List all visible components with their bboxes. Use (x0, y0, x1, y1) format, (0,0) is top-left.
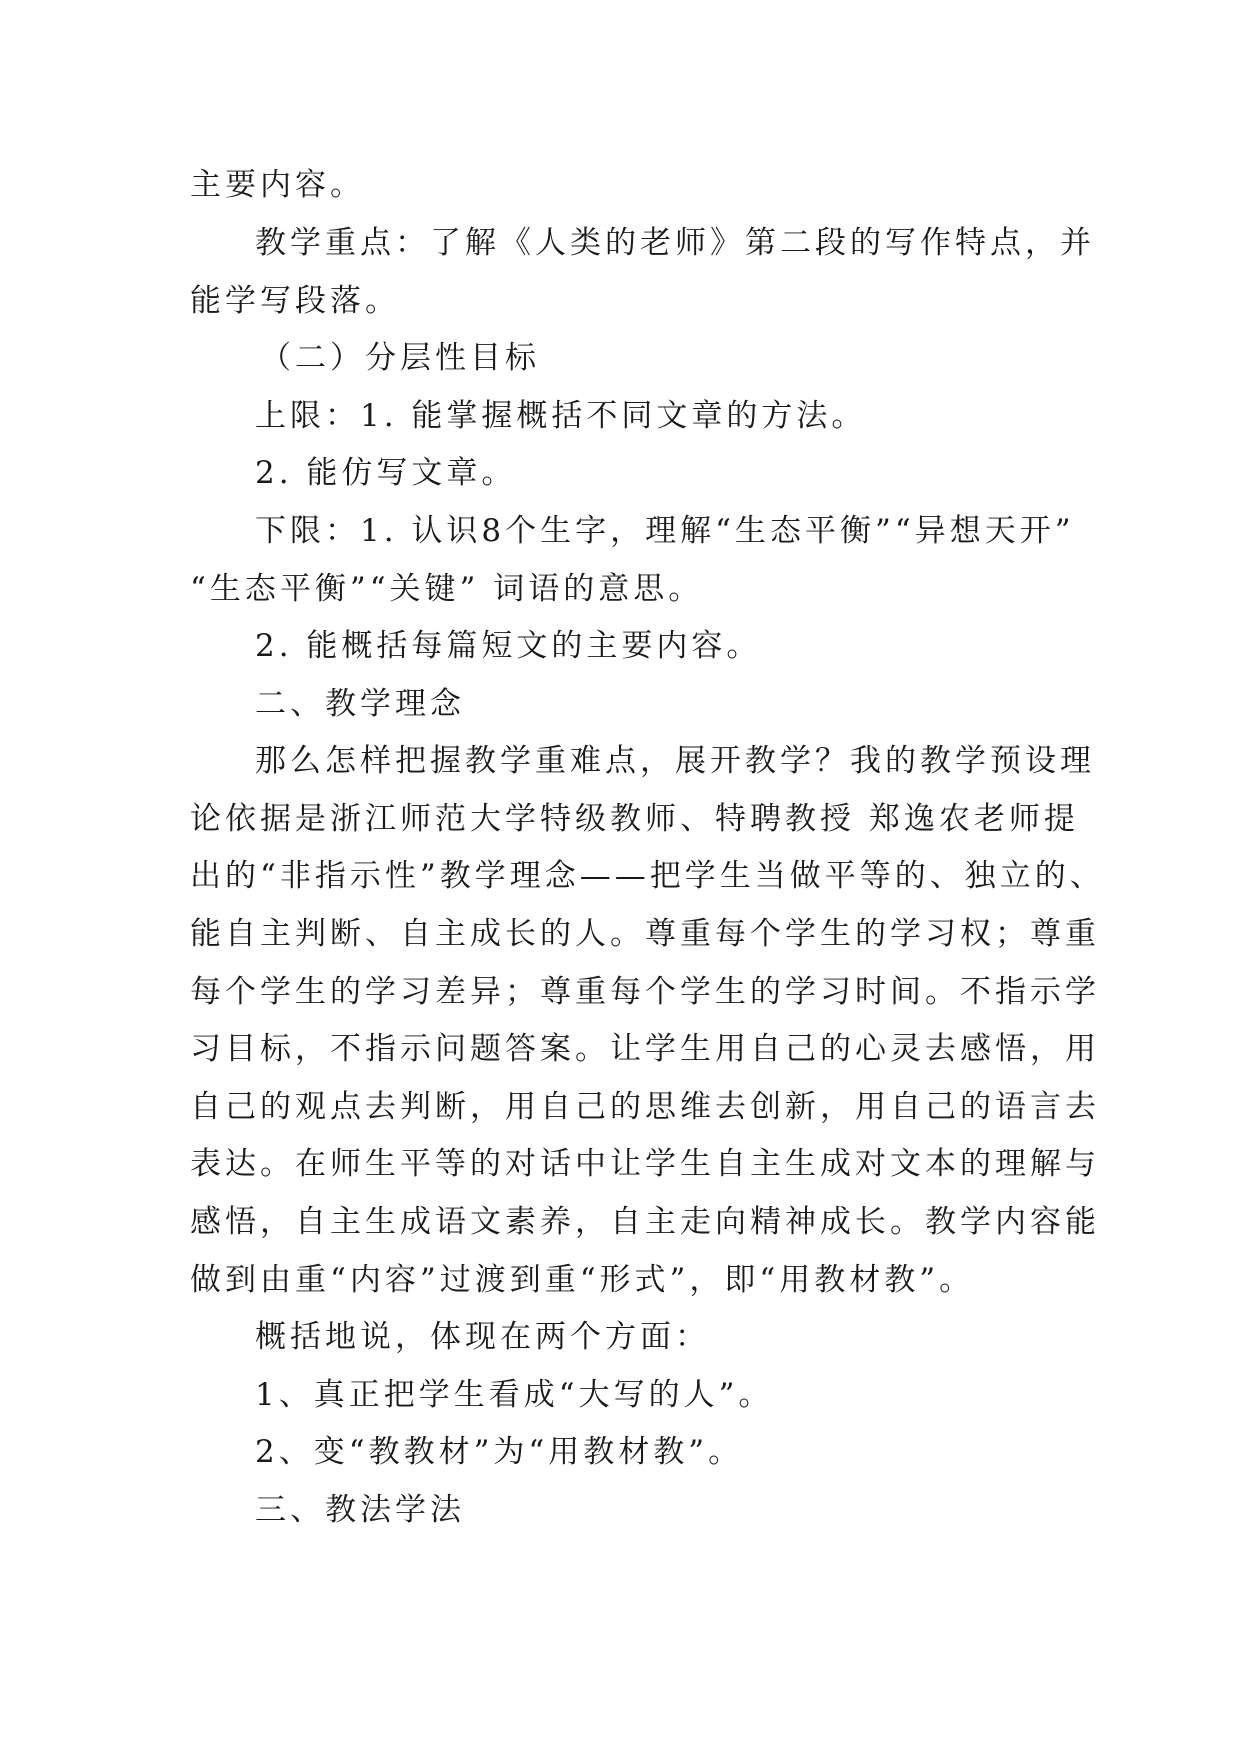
upper-limit-goal-2: 2. 能仿写文章。 (255, 455, 517, 491)
paragraph-line: 做到由重“内容”过渡到重“形式”，即“用教材教”。 (190, 1262, 975, 1298)
paragraph-line: 出的“非指示性”教学理念——把学生当做平等的、独立的、 (190, 858, 1105, 894)
paragraph-line: 习目标，不指示问题答案。让学生用自己的心灵去感悟，用 (190, 1031, 1100, 1067)
teaching-focus-line: 教学重点：了解《人类的老师》第二段的写作特点，并 (255, 225, 1095, 261)
lower-limit-goal-1: 下限：1. 认识8个生字，理解“生态平衡”“异想天开” (255, 513, 1075, 549)
section-subheading: （二）分层性目标 (260, 340, 540, 376)
list-item: 1、真正把学生看成“大写的人”。 (255, 1377, 774, 1413)
upper-limit-goal-1: 上限：1. 能掌握概括不同文章的方法。 (255, 398, 867, 434)
paragraph-line: 论依据是浙江师范大学特级教师、特聘教授 郑逸农老师提 (190, 801, 1079, 837)
paragraph-line: 表达。在师生平等的对话中让学生自主生成对文本的理解与 (190, 1146, 1100, 1182)
paragraph-line: 那么怎样把握教学重难点，展开教学？我的教学预设理 (255, 743, 1095, 779)
paragraph-line: 每个学生的学习差异；尊重每个学生的学习时间。不指示学 (190, 974, 1100, 1010)
paragraph-line: 能自主判断、自主成长的人。尊重每个学生的学习权；尊重 (190, 916, 1100, 952)
section-heading: 二、教学理念 (255, 686, 465, 722)
text-line: 主要内容。 (190, 167, 365, 203)
list-item: 2、变“教教材”为“用教材教”。 (255, 1434, 744, 1470)
text-line: “生态平衡”“关键” 词语的意思。 (190, 571, 704, 607)
lower-limit-goal-2: 2. 能概括每篇短文的主要内容。 (255, 628, 762, 664)
text-line: 能学写段落。 (190, 283, 400, 319)
paragraph-line: 自己的观点去判断，用自己的思维去创新，用自己的语言去 (190, 1089, 1100, 1125)
text-line: 概括地说，体现在两个方面： (255, 1319, 710, 1355)
section-heading: 三、教法学法 (255, 1492, 465, 1528)
paragraph-line: 感悟，自主生成语文素养，自主走向精神成长。教学内容能 (190, 1204, 1100, 1240)
